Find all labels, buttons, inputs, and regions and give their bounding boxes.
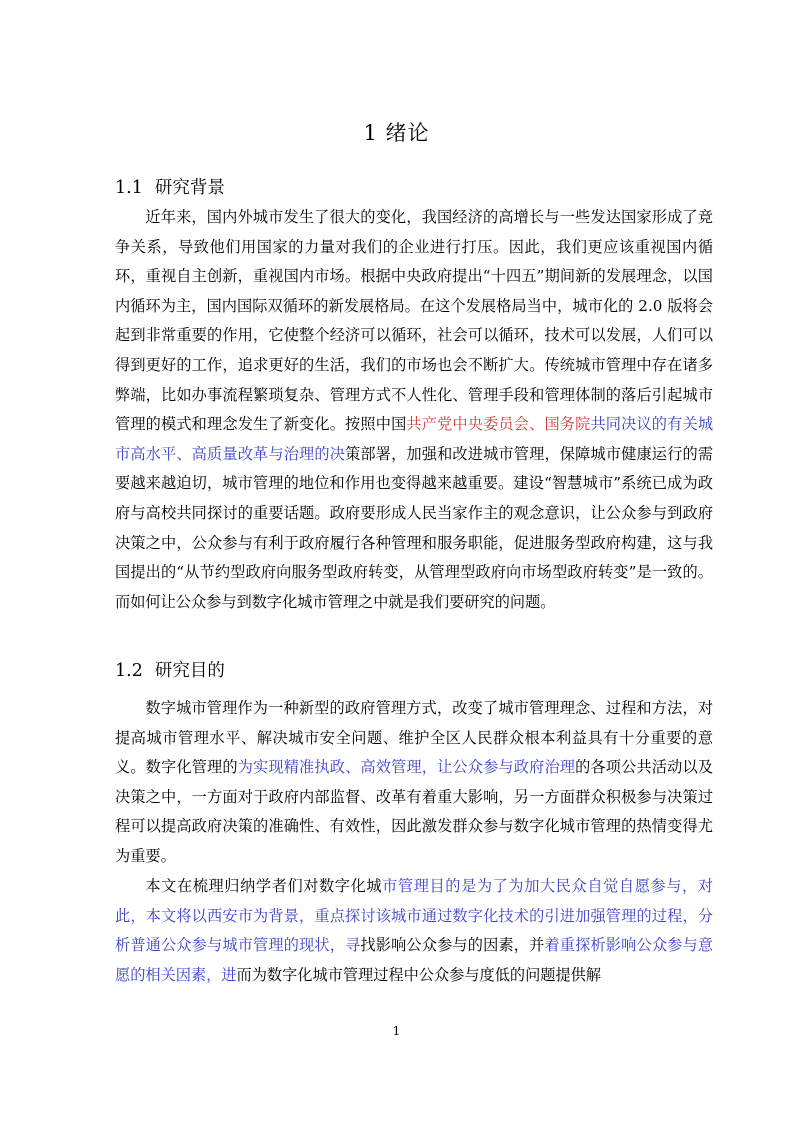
highlight-blue-text: 共同决议的有关城市高水平、高质量改革与治理的决 xyxy=(115,415,714,463)
section-title-text: 研究背景 xyxy=(154,178,225,198)
paragraph-purpose-2 xyxy=(115,872,713,990)
text-segment: 数字城市管理作为一种新型的政府管理方式，改变了城市管理理念、过程和方法，对提高城市管理水平、解决城市安全问题、维护全区人民群众根本利益具有十分重要的意义。数字化管理的 xyxy=(115,699,713,777)
paragraph-background xyxy=(115,203,713,617)
text-segment: 而为数字化城市管理过程中公众参与度低的问题提供解 xyxy=(236,965,601,984)
highlight-blue-text: 市管理目的是为了为加大民众自觉自愿参与，对此，本文将以西安市为背景，重点探讨该城市通过数字化技术的引进加强管理的过程，分析普通公众参与城市管理的现状，寻 xyxy=(115,877,714,955)
text-segment: 的各项公共活动以及决策之中，一方面对于政府内部监督、改革有着重大影响，另一方面群众积极参与决策过程可以提高政府决策的准确性、有效性，因此激发群众参与数字化城市管理的热情变得尤为重要。 xyxy=(115,758,714,865)
text-segment: 找影响公众参与的因素，并 xyxy=(360,936,545,955)
text-segment: 策部署，加强和改进城市管理，保障城市健康运行的需要越来越迫切，城市管理的地位和作用也变得越来越重要。建设“智慧城市”系统已成为政府与高校共同探讨的重要话题。政府要形成人民当家作主的观念意识，让公众参与到政府决策之中，公众参与有利于政府履行各种管理和服务职能，促进服务型政府构建，这与我国提出的“从节约型政府向服务型政府转变，从管理型政府向市场型政府转变”是一致的。而如何让公众参与到数字化城市管理之中就是我们要研究的问题。 xyxy=(115,444,714,611)
section-heading-purpose xyxy=(115,658,225,684)
paragraph-purpose-1 xyxy=(115,694,713,872)
text-segment: 本文在梳理归纳学者们对数字化城 xyxy=(145,877,383,895)
highlight-blue-text: 着重探析影响公众参与意愿的相关因素，进 xyxy=(115,936,714,984)
chapter-title: 1 绪论 xyxy=(363,121,430,145)
highlight-blue-text: 为实现精准执政、高效管理，让公众参与政府治理 xyxy=(237,758,576,777)
section-number: 1.1 xyxy=(115,178,143,198)
highlight-red-text: 共产党中央委员会、国务院 xyxy=(406,415,591,434)
text-segment: 近年来，国内外城市发生了很大的变化，我国经济的高增长与一些发达国家形成了竞争关系，导致他们用国家的力量对我们的企业进行打压。因此，我们更应该重视国内循环，重视自主创新，重视国内市场。根据中央政府提出“十四五”期间新的发展理念，以国内循环为主，国内国际双循环的新发展格局。在这个发展格局当中，城市化的 2.0 版将会起到非常重要的作用，它使整个经济可以循环，社会可以循环，技术可以发展，人们可以得到更好的工作，追求更好的生活，我们的市场也会不断扩大。传统城市管理中存在诸多弊端，比如办事流程繁琐复杂、管理方式不人性化、管理手段和管理体制的落后引起城市管理的模式和理念发生了新变化。按照中国 xyxy=(115,208,713,434)
section-title-text: 研究目的 xyxy=(154,661,225,681)
section-heading-background xyxy=(115,175,225,201)
page-number: 1 xyxy=(392,1024,401,1038)
section-number: 1.2 xyxy=(115,661,143,681)
